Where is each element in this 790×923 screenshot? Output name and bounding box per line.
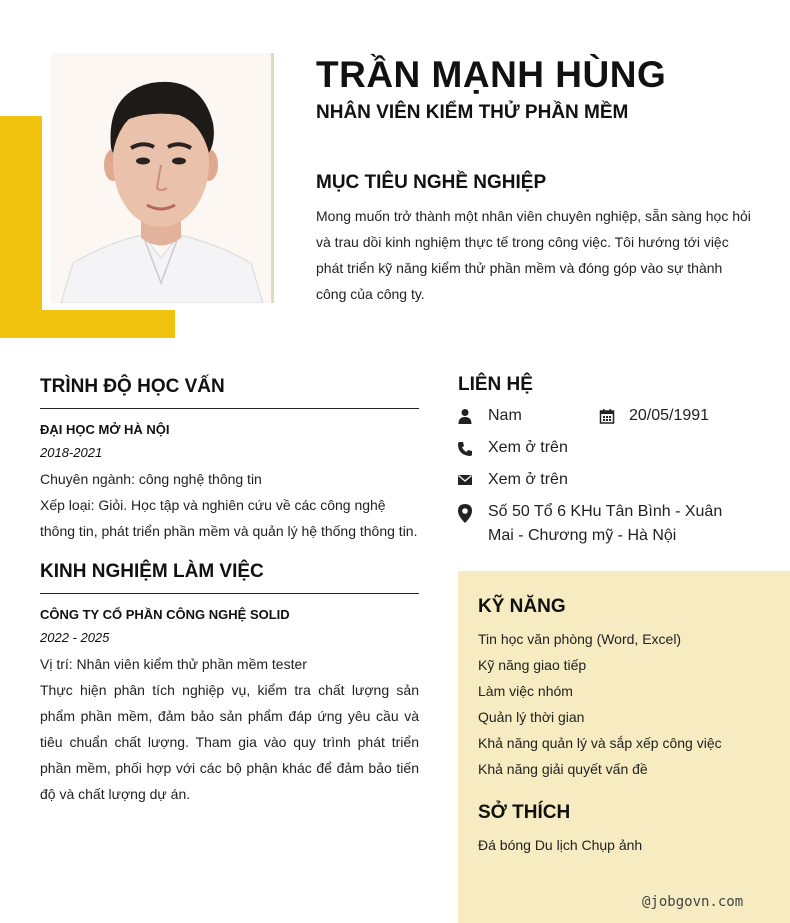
company-name: CÔNG TY CỔ PHẦN CÔNG NGHỆ SOLID — [40, 607, 290, 622]
skill-item: Quản lý thời gian — [478, 709, 585, 725]
email-value: Xem ở trên — [488, 471, 568, 488]
calendar-icon — [599, 408, 615, 424]
skill-item: Khả năng giải quyết vấn đề — [478, 761, 648, 777]
location-pin-icon — [457, 504, 473, 523]
education-years: 2018-2021 — [40, 445, 103, 460]
watermark: @jobgovn.com — [642, 894, 744, 910]
phone-icon — [457, 441, 473, 457]
accent-bar — [0, 310, 175, 338]
education-grade: Xếp loại: Giỏi. Học tập và nghiên cứu về các công nghệ thông tin, phát triển phần mềm và quản lý hệ thống thông tin. — [40, 497, 418, 539]
profile-photo — [51, 53, 274, 303]
education-entry — [40, 420, 419, 544]
experience-years: 2022 - 2025 — [40, 630, 110, 645]
school-name: ĐẠI HỌC MỞ HÀ NỘI — [40, 422, 170, 437]
objective-text: Mong muốn trở thành một nhân viên chuyên nghiệp, sẵn sàng học hỏi và trau dồi kinh nghiệm thực tế trong công việc. Tôi hướng tới việc phát triển kỹ năng kiểm thử phần mềm và đóng góp vào sự thành công của công ty. — [316, 208, 751, 302]
experience-description: Thực hiện phân tích nghiệp vụ, kiểm tra chất lượng sản phẩm phần mềm, đảm bảo sản phẩm đáp ứng yêu cầu và tiêu chuẩn chất lượng. Tham gia vào quy trình phát triển phần mềm, phối hợp với các bộ phận khác để đảm bảo tiến độ và chất lượng dự án. — [40, 682, 419, 802]
experience-position: Vị trí: Nhân viên kiểm thử phần mềm tester — [40, 656, 307, 672]
portrait-illustration — [51, 53, 271, 303]
phone-value: Xem ở trên — [488, 439, 568, 456]
skills-heading: KỸ NĂNG — [478, 596, 566, 617]
contact-heading: LIÊN HỆ — [458, 374, 533, 395]
skill-item: Tin học văn phòng (Word, Excel) — [478, 631, 682, 647]
experience-divider — [40, 593, 419, 594]
education-major: Chuyên ngành: công nghệ thông tin — [40, 471, 262, 487]
experience-entry — [40, 605, 419, 807]
objective-heading: MỤC TIÊU NGHỀ NGHIỆP — [316, 172, 547, 193]
skill-item: Làm việc nhóm — [478, 683, 573, 699]
skill-item: Khả năng quản lý và sắp xếp công việc — [478, 735, 722, 751]
accent-block — [0, 116, 42, 338]
education-divider — [40, 408, 419, 409]
education-heading: TRÌNH ĐỘ HỌC VẤN — [40, 376, 225, 397]
job-title: NHÂN VIÊN KIỂM THỬ PHẦN MỀM — [316, 102, 629, 123]
skill-item: Kỹ năng giao tiếp — [478, 657, 587, 673]
hobbies-heading: SỞ THÍCH — [478, 802, 571, 823]
address-value: Số 50 Tổ 6 KHu Tân Bình - Xuân Mai - Chương mỹ - Hà Nội — [488, 503, 723, 544]
hobbies-text: Đá bóng Du lịch Chụp ảnh — [478, 837, 643, 853]
birthday-value: 20/05/1991 — [629, 407, 710, 424]
mail-icon — [457, 472, 473, 488]
person-icon — [457, 408, 473, 424]
experience-heading: KINH NGHIỆM LÀM VIỆC — [40, 561, 264, 582]
candidate-name: TRẦN MẠNH HÙNG — [316, 54, 667, 95]
skills-panel — [458, 571, 790, 923]
gender-value: Nam — [488, 407, 522, 424]
